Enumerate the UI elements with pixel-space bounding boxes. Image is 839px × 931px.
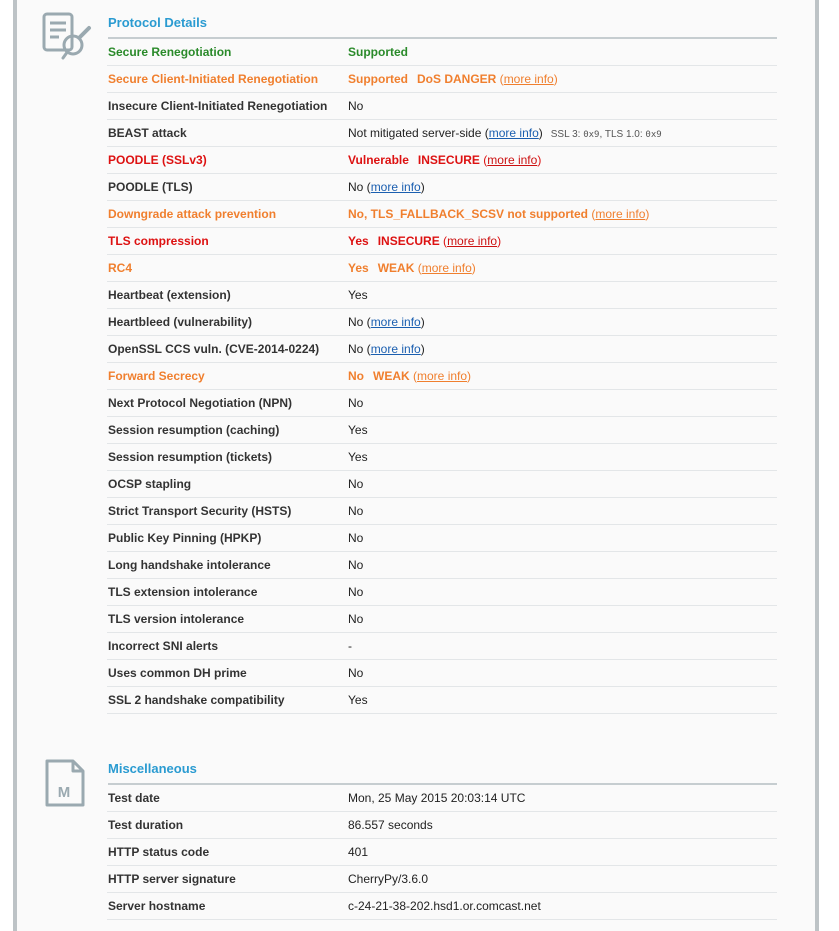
paren-close: ) bbox=[420, 180, 425, 194]
paren-open: ( bbox=[588, 207, 596, 221]
miscellaneous-table bbox=[107, 785, 777, 920]
row-label: BEAST attack bbox=[107, 120, 348, 147]
more-info-link[interactable]: more info bbox=[417, 369, 468, 383]
value-text: Yes bbox=[348, 693, 368, 707]
note-mid: , TLS 1.0: bbox=[599, 129, 646, 140]
table-row bbox=[107, 255, 777, 282]
table-row bbox=[107, 687, 777, 714]
table-row bbox=[107, 336, 777, 363]
table-row bbox=[107, 444, 777, 471]
row-value bbox=[348, 336, 777, 363]
table-row bbox=[107, 66, 777, 93]
row-value: CherryPy/3.6.0 bbox=[348, 866, 777, 893]
row-value bbox=[348, 228, 777, 255]
paren-close: ) bbox=[537, 153, 542, 167]
value-text: No bbox=[348, 612, 364, 626]
row-value bbox=[348, 174, 777, 201]
row-value bbox=[348, 66, 777, 93]
more-info-link[interactable]: more info bbox=[595, 207, 646, 221]
paren-open: ( bbox=[363, 180, 371, 194]
row-value: 86.557 seconds bbox=[348, 812, 777, 839]
paren-open: ( bbox=[479, 153, 488, 167]
table-row bbox=[107, 812, 777, 839]
row-value bbox=[348, 606, 777, 633]
table-row bbox=[107, 174, 777, 201]
more-info-link[interactable]: more info bbox=[487, 153, 538, 167]
row-value bbox=[348, 282, 777, 309]
row-label: Heartbeat (extension) bbox=[107, 282, 348, 309]
value-text: No bbox=[348, 477, 364, 491]
status-badge: INSECURE bbox=[417, 153, 480, 167]
table-row bbox=[107, 525, 777, 552]
protocol-details-table bbox=[107, 39, 777, 714]
row-label: Strict Transport Security (HSTS) bbox=[107, 498, 348, 525]
value-text: Yes bbox=[348, 288, 368, 302]
row-label: Session resumption (caching) bbox=[107, 417, 348, 444]
value-text: No bbox=[348, 180, 364, 194]
row-label: Next Protocol Negotiation (NPN) bbox=[107, 390, 348, 417]
table-row bbox=[107, 282, 777, 309]
value-text: No bbox=[348, 666, 364, 680]
row-value bbox=[348, 471, 777, 498]
table-row bbox=[107, 309, 777, 336]
row-value bbox=[348, 255, 777, 282]
m-document-icon bbox=[43, 757, 87, 812]
row-value: 401 bbox=[348, 839, 777, 866]
table-row bbox=[107, 552, 777, 579]
row-label: HTTP status code bbox=[107, 839, 348, 866]
value-text: Not mitigated server-side bbox=[348, 126, 482, 140]
row-value bbox=[348, 444, 777, 471]
row-label: RC4 bbox=[107, 255, 348, 282]
paren-close: ) bbox=[420, 315, 425, 329]
status-badge: WEAK bbox=[377, 261, 415, 275]
report-panel bbox=[13, 0, 819, 931]
value-text: No bbox=[348, 558, 364, 572]
table-row bbox=[107, 120, 777, 147]
paren-close: ) bbox=[471, 261, 476, 275]
row-label: Incorrect SNI alerts bbox=[107, 633, 348, 660]
status-badge: DoS DANGER bbox=[417, 72, 497, 86]
more-info-link[interactable]: more info bbox=[447, 234, 498, 248]
note-prefix: SSL 3: bbox=[550, 129, 584, 140]
table-row bbox=[107, 498, 777, 525]
paren-close: ) bbox=[538, 126, 543, 140]
row-label: POODLE (SSLv3) bbox=[107, 147, 348, 174]
row-value bbox=[348, 309, 777, 336]
table-row bbox=[107, 228, 777, 255]
value-text: No bbox=[348, 396, 364, 410]
row-value bbox=[348, 633, 777, 660]
more-info-link[interactable]: more info bbox=[421, 261, 472, 275]
row-value bbox=[348, 417, 777, 444]
row-label: Server hostname bbox=[107, 893, 348, 920]
more-info-link[interactable]: more info bbox=[503, 72, 554, 86]
value-text: Yes bbox=[348, 234, 369, 248]
row-label: TLS version intolerance bbox=[107, 606, 348, 633]
row-value: Mon, 25 May 2015 20:03:14 UTC bbox=[348, 785, 777, 812]
row-label: TLS extension intolerance bbox=[107, 579, 348, 606]
table-row bbox=[107, 417, 777, 444]
table-row bbox=[107, 893, 777, 920]
table-row bbox=[107, 471, 777, 498]
row-label: TLS compression bbox=[107, 228, 348, 255]
row-label: OpenSSL CCS vuln. (CVE-2014-0224) bbox=[107, 336, 348, 363]
row-label: Long handshake intolerance bbox=[107, 552, 348, 579]
paren-open: ( bbox=[409, 369, 418, 383]
row-value bbox=[348, 525, 777, 552]
section-title: Protocol Details bbox=[108, 15, 777, 39]
row-label: Forward Secrecy bbox=[107, 363, 348, 390]
document-edit-icon bbox=[41, 11, 93, 64]
paren-close: ) bbox=[420, 342, 425, 356]
table-row bbox=[107, 579, 777, 606]
table-row bbox=[107, 866, 777, 893]
row-label: Public Key Pinning (HPKP) bbox=[107, 525, 348, 552]
value-text: No bbox=[348, 342, 364, 356]
table-row bbox=[107, 201, 777, 228]
status-badge: INSECURE bbox=[377, 234, 440, 248]
value-text: No bbox=[348, 369, 364, 383]
paren-open: ( bbox=[481, 126, 489, 140]
row-value bbox=[348, 660, 777, 687]
row-value bbox=[348, 363, 777, 390]
row-value bbox=[348, 579, 777, 606]
value-text: Yes bbox=[348, 423, 368, 437]
table-row bbox=[107, 39, 777, 66]
paren-open: ( bbox=[496, 72, 504, 86]
status-badge: WEAK bbox=[373, 369, 410, 383]
more-info-link[interactable]: more info bbox=[370, 342, 421, 356]
row-value: c-24-21-38-202.hsd1.or.comcast.net bbox=[348, 893, 777, 920]
table-row bbox=[107, 785, 777, 812]
value-text: No bbox=[348, 315, 364, 329]
row-label: OCSP stapling bbox=[107, 471, 348, 498]
row-value bbox=[348, 552, 777, 579]
more-info-link[interactable]: more info bbox=[370, 315, 421, 329]
row-value bbox=[348, 390, 777, 417]
paren-close: ) bbox=[467, 369, 472, 383]
more-info-link[interactable]: more info bbox=[370, 180, 421, 194]
row-label: Secure Client-Initiated Renegotiation bbox=[107, 66, 348, 93]
row-value bbox=[348, 39, 777, 66]
note-hex: 0x9 bbox=[645, 130, 662, 140]
row-label: POODLE (TLS) bbox=[107, 174, 348, 201]
value-text: Yes bbox=[348, 450, 368, 464]
section-title: Miscellaneous bbox=[108, 761, 777, 785]
value-text: No bbox=[348, 531, 364, 545]
row-label: Downgrade attack prevention bbox=[107, 201, 348, 228]
protocol-note bbox=[551, 129, 662, 140]
paren-close: ) bbox=[645, 207, 650, 221]
note-hex: 0x9 bbox=[583, 130, 600, 140]
table-row bbox=[107, 660, 777, 687]
row-label: SSL 2 handshake compatibility bbox=[107, 687, 348, 714]
paren-close: ) bbox=[497, 234, 502, 248]
paren-open: ( bbox=[439, 234, 448, 248]
row-value bbox=[348, 498, 777, 525]
table-row bbox=[107, 606, 777, 633]
value-text: - bbox=[348, 639, 352, 653]
paren-open: ( bbox=[363, 342, 371, 356]
row-label: Session resumption (tickets) bbox=[107, 444, 348, 471]
table-row bbox=[107, 633, 777, 660]
table-row bbox=[107, 363, 777, 390]
value-text: Vulnerable bbox=[348, 153, 409, 167]
paren-open: ( bbox=[363, 315, 371, 329]
paren-open: ( bbox=[414, 261, 422, 275]
row-label: Test date bbox=[107, 785, 348, 812]
value-text: No bbox=[348, 504, 364, 518]
table-row bbox=[107, 93, 777, 120]
value-text: Yes bbox=[348, 261, 369, 275]
svg-text:M: M bbox=[57, 784, 71, 801]
value-text: No bbox=[348, 99, 364, 113]
row-label: Test duration bbox=[107, 812, 348, 839]
row-value bbox=[348, 93, 777, 120]
row-label: Insecure Client-Initiated Renegotiation bbox=[107, 93, 348, 120]
table-row bbox=[107, 839, 777, 866]
row-label: HTTP server signature bbox=[107, 866, 348, 893]
table-row bbox=[107, 147, 777, 174]
value-text: No bbox=[348, 585, 364, 599]
value-text: No, TLS_FALLBACK_SCSV not supported bbox=[348, 207, 588, 221]
table-row bbox=[107, 390, 777, 417]
row-label: Secure Renegotiation bbox=[107, 39, 348, 66]
row-value bbox=[348, 120, 777, 147]
row-value bbox=[348, 201, 777, 228]
row-label: Uses common DH prime bbox=[107, 660, 348, 687]
row-label: Heartbleed (vulnerability) bbox=[107, 309, 348, 336]
more-info-link[interactable]: more info bbox=[488, 126, 539, 140]
paren-close: ) bbox=[553, 72, 558, 86]
row-value bbox=[348, 687, 777, 714]
value-text: Supported bbox=[348, 72, 408, 86]
value-text: Supported bbox=[348, 45, 408, 59]
row-value bbox=[348, 147, 777, 174]
